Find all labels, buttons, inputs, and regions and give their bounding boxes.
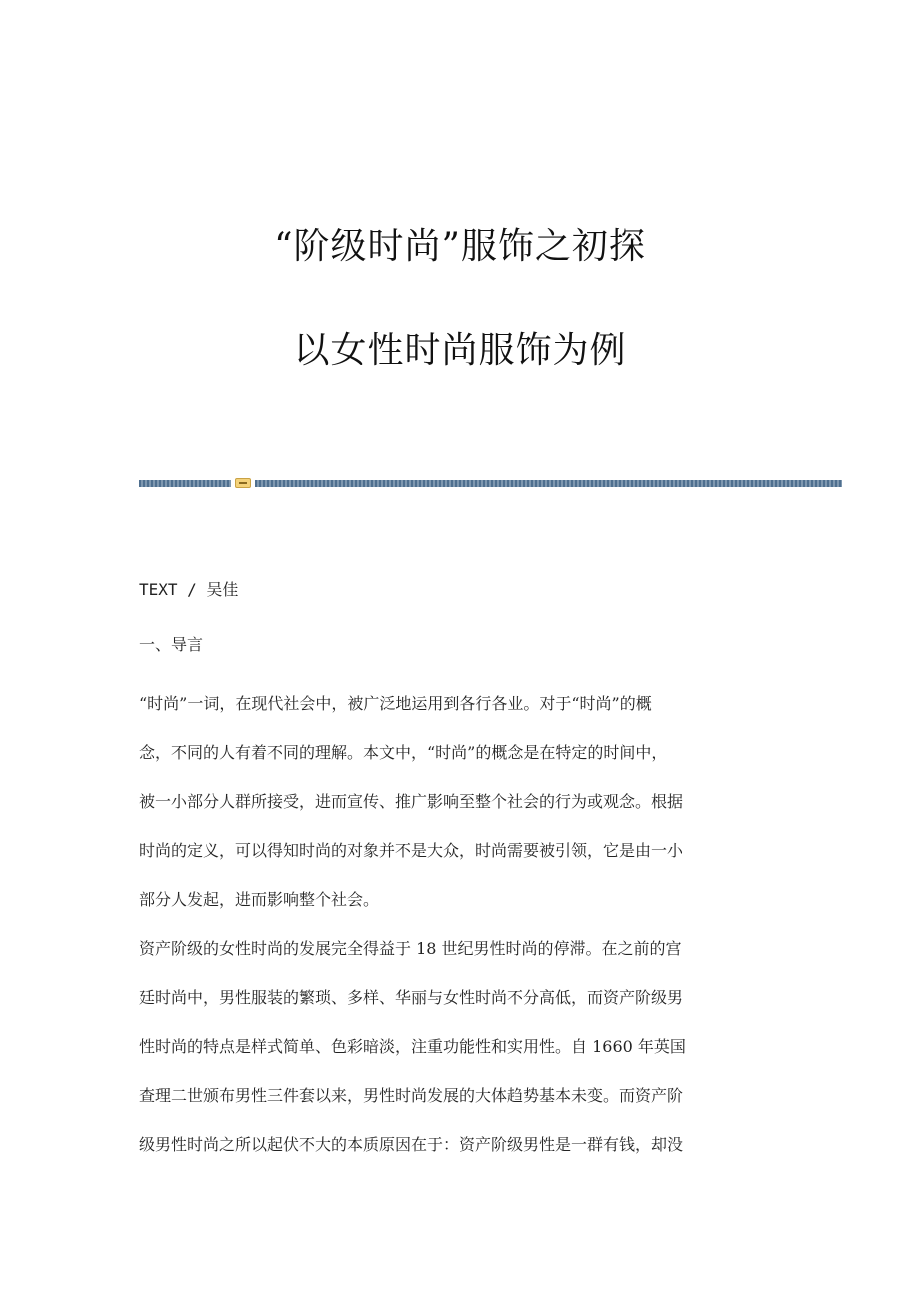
paragraph-line: 部分人发起，进而影响整个社会。 [139,890,380,909]
paragraph-line: 级男性时尚之所以起伏不大的本质原因在于：资产阶级男性是一群有钱，却没 [139,1135,684,1154]
paragraph-1 [139,679,773,924]
paragraph-line: 查理二世颁布男性三件套以来，男性时尚发展的大体趋势基本未变。而资产阶 [139,1086,684,1105]
paragraph-line: 廷时尚中，男性服装的繁琐、多样、华丽与女性时尚不分高低，而资产阶级男 [139,988,684,1007]
paragraph-2 [139,924,773,1169]
paragraph-line: 性时尚的特点是样式简单、色彩暗淡，注重功能性和实用性。自 1660 年英国 [139,1037,686,1056]
divider-bar-right [255,480,842,487]
author-byline: TEXT / 吴佳 [139,580,239,599]
title-subtitle: 以女性时尚服饰为例 [293,330,627,371]
title-main: “阶级时尚”服饰之初探 [274,226,646,267]
paragraph-line: 被一小部分人群所接受，进而宣传、推广影响至整个社会的行为或观念。根据 [139,792,684,811]
paragraph-line: “时尚”一词，在现代社会中，被广泛地运用到各行各业。对于“时尚”的概 [139,694,652,713]
divider-bar-left [139,480,231,487]
section-heading: 一、导言 [139,635,204,654]
paragraph-line: 念，不同的人有着不同的理解。本文中，“时尚”的概念是在特定的时间中， [139,743,668,762]
paragraph-line: 时尚的定义，可以得知时尚的对象并不是大众，时尚需要被引领，它是由一小 [139,841,684,860]
divider-ornament-icon [235,478,251,488]
paragraph-line: 资产阶级的女性时尚的发展完全得益于 18 世纪男性时尚的停滞。在之前的宫 [139,939,682,958]
title-divider [139,478,842,488]
